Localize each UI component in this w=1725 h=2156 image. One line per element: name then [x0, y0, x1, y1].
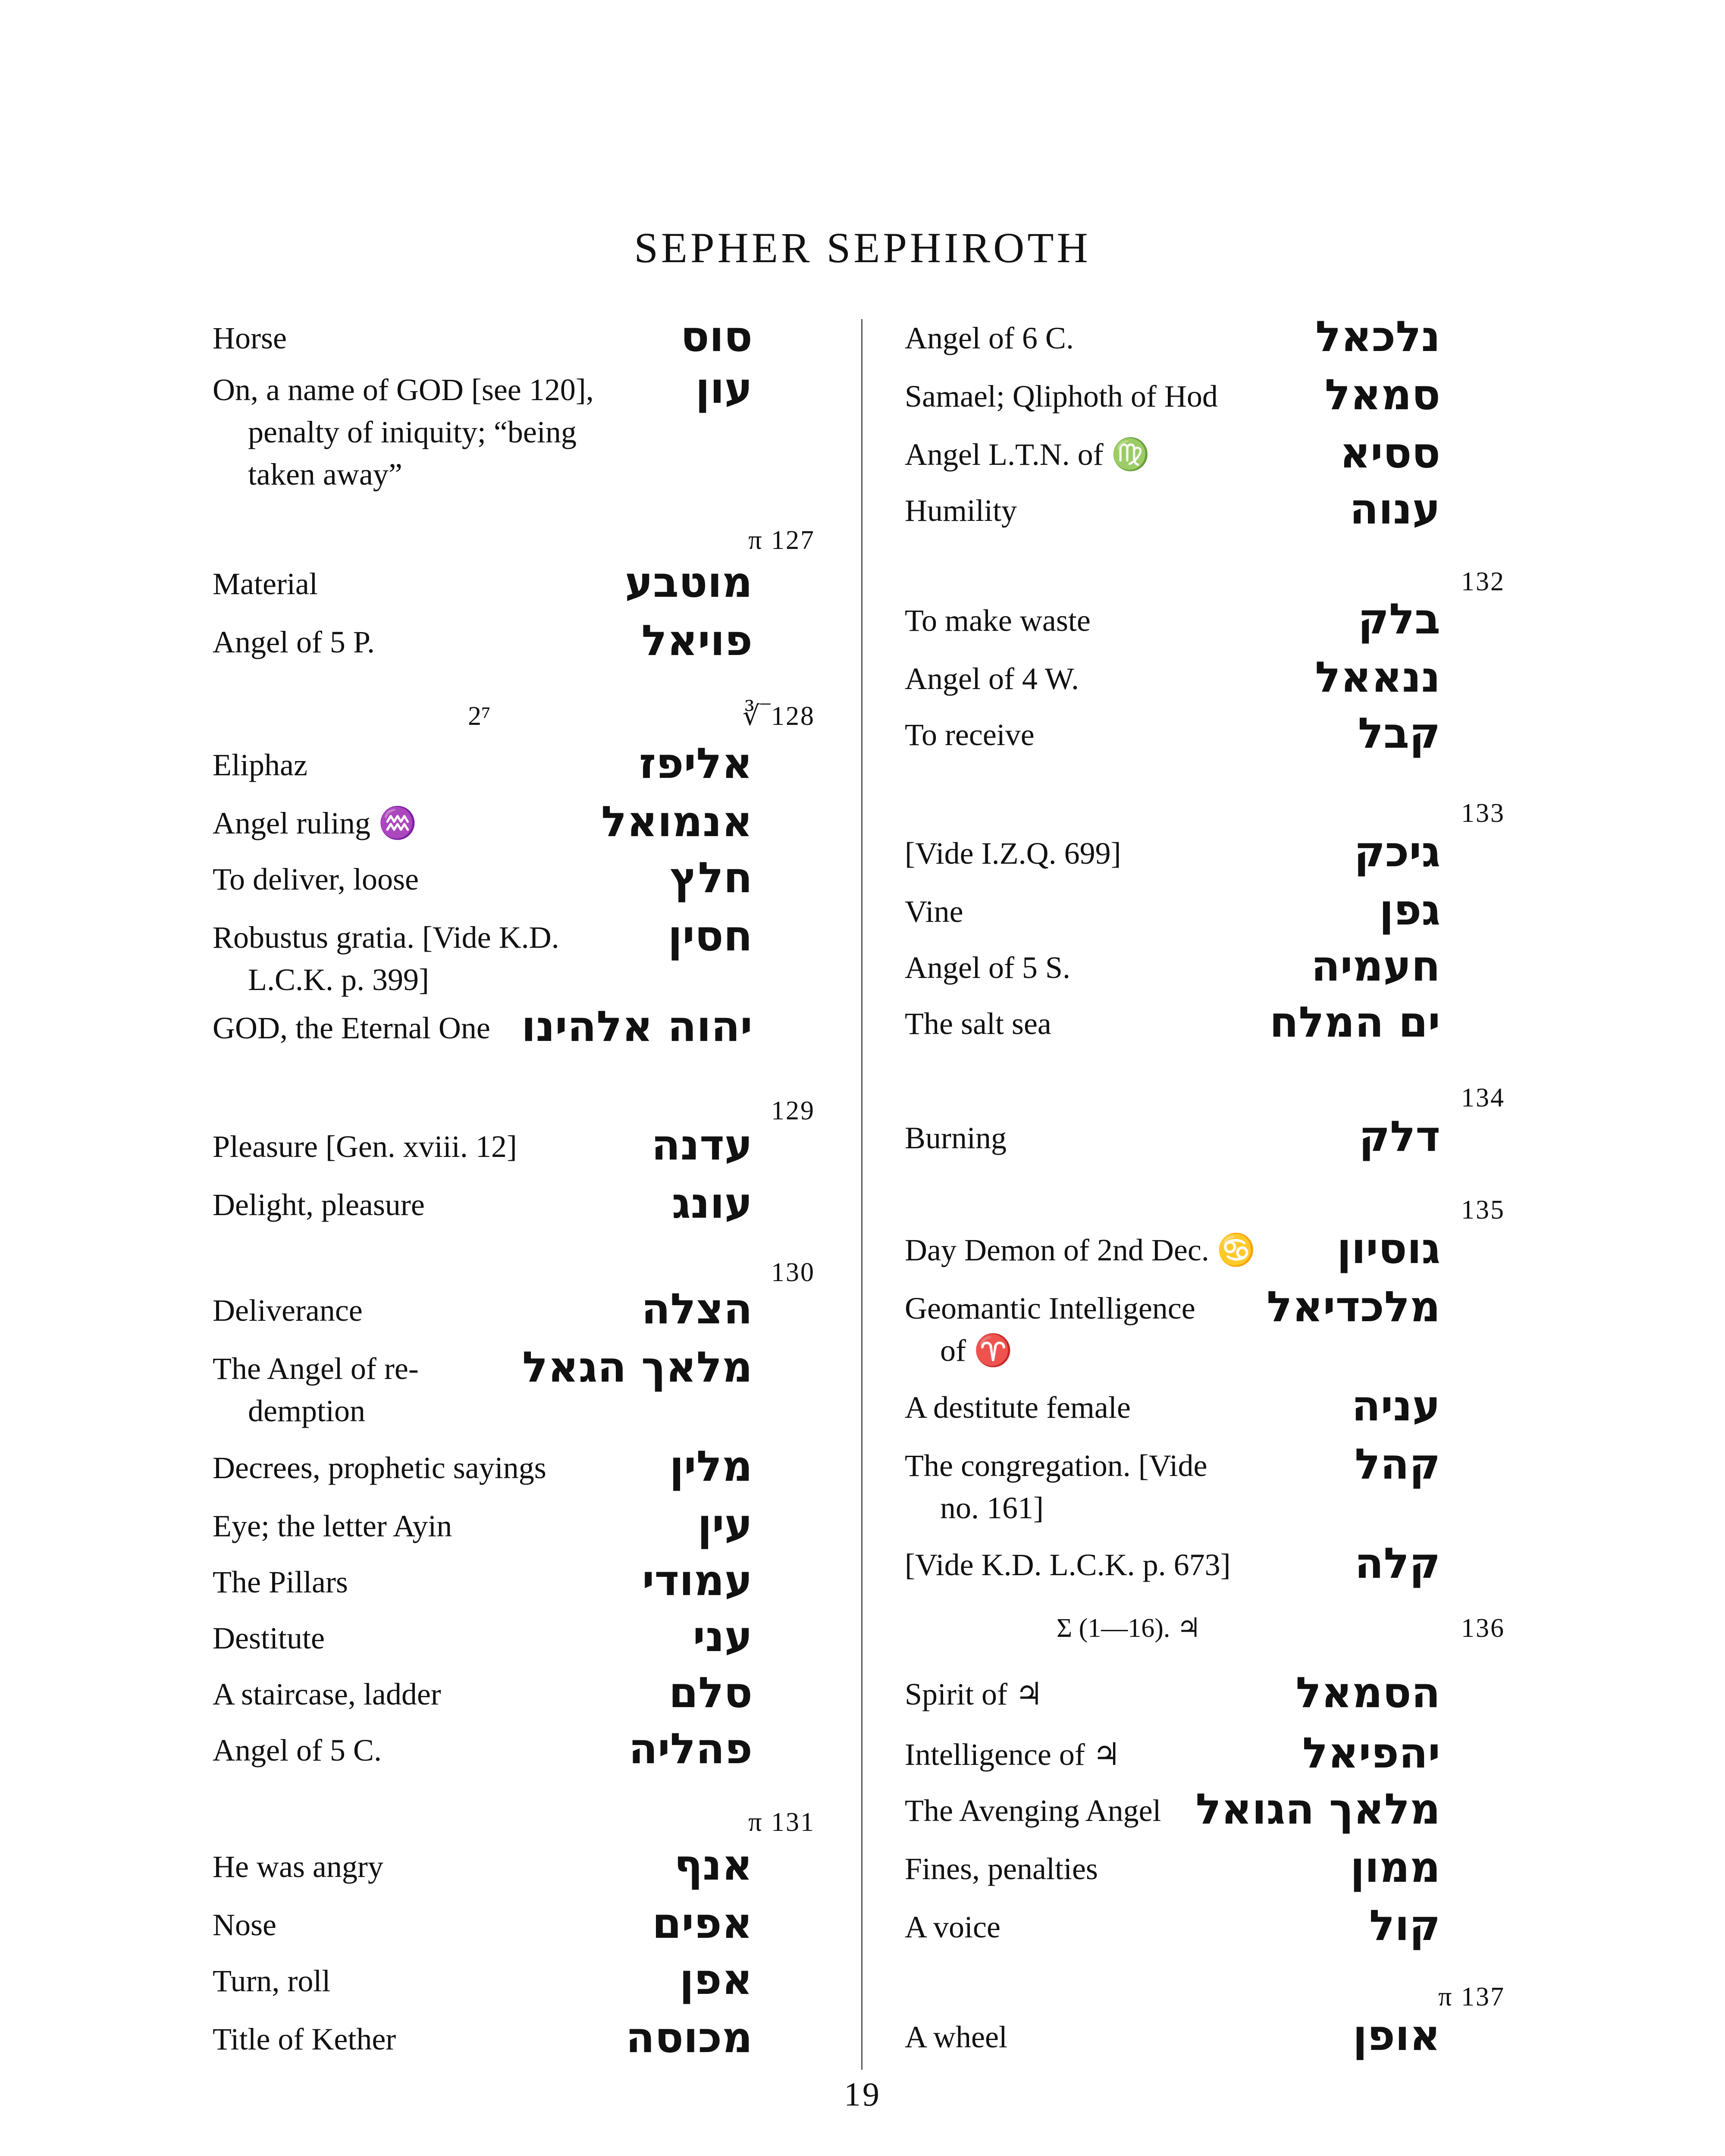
entry-english-line: Delight, pleasure — [213, 1188, 425, 1222]
entry-hebrew: מלכדיאל — [1267, 1282, 1440, 1332]
entry-english — [905, 1673, 1043, 1715]
entry-english — [905, 1906, 1000, 1948]
entry-hebrew: יהוה אלהינו — [521, 1002, 753, 1051]
entry-hebrew: עני — [693, 1612, 753, 1661]
section-number: π 137 — [1438, 1982, 1505, 2012]
section-number: 136 — [1461, 1614, 1505, 1643]
entry-english-line: Burning — [905, 1121, 1007, 1155]
entry-english-line: Fines, penalties — [905, 1852, 1098, 1886]
entry-english-line: Eye; the letter Ayin — [213, 1509, 452, 1543]
entry-english-line: He was angry — [213, 1849, 383, 1884]
entry-english — [905, 1544, 1231, 1586]
entry-english-line: Humility — [905, 493, 1017, 528]
entry-english-line: Angel L.T.N. of ♍ — [905, 437, 1150, 472]
entry-hebrew: עמודי — [642, 1556, 753, 1605]
entry-hebrew: אפים — [652, 1899, 753, 1948]
entry-english-line: taken away” — [248, 457, 402, 492]
entry-english-line: On, a name of GOD [see 120], — [213, 373, 594, 407]
entry-hebrew: חסין — [668, 912, 753, 961]
entry-english-line: [Vide K.D. L.C.K. p. 673] — [905, 1548, 1231, 1582]
entry-hebrew: סוס — [681, 312, 753, 361]
entry-english-line: GOD, the Eternal One — [213, 1011, 490, 1045]
entry-english-line: Title of Kether — [213, 2022, 396, 2056]
entry-english — [905, 1003, 1051, 1045]
entry-english-line: A voice — [905, 1910, 1000, 1944]
entry-hebrew: סמאל — [1324, 370, 1440, 420]
entry-english-line: To make waste — [905, 603, 1091, 638]
entry-hebrew: עדנה — [651, 1121, 753, 1170]
entry-english-line: Intelligence of ♃ — [905, 1737, 1121, 1772]
entry-hebrew: מכוסה — [626, 2013, 753, 2062]
entry-english — [905, 946, 1070, 989]
entry-hebrew: חלץ — [670, 853, 753, 903]
entry-hebrew: פהליה — [628, 1724, 753, 1774]
page-title: SEPHER SEPHIROTH — [634, 224, 1091, 272]
section-number: 134 — [1461, 1083, 1505, 1112]
section-number: 133 — [1461, 799, 1505, 828]
section-marker: Σ (1—16). ♃ — [1057, 1614, 1201, 1643]
entry-english-line: The Avenging Angel — [905, 1793, 1161, 1828]
section-number: 132 — [1461, 567, 1505, 596]
entry-english-line: Horse — [213, 321, 287, 355]
entry-hebrew: מלין — [669, 1442, 753, 1491]
entry-english-line: The congregation. [Vide — [905, 1448, 1208, 1483]
page-number: 19 — [844, 2075, 881, 2113]
entry-english-line: no. 161] — [940, 1491, 1044, 1525]
entry-english-line: Deliverance — [213, 1293, 363, 1328]
entry-english — [905, 1445, 1207, 1529]
entry-hebrew: בלק — [1358, 595, 1440, 644]
entry-english-line: The salt sea — [905, 1006, 1051, 1041]
entry-hebrew: מלאך הגואל — [1195, 1785, 1440, 1834]
entry-english-line: Turn, roll — [213, 1964, 331, 1998]
entry-english — [905, 1229, 1255, 1271]
entry-english-line: Angel of 5 S. — [905, 950, 1070, 985]
entry-hebrew: גפן — [1379, 886, 1440, 935]
entry-english — [905, 890, 963, 933]
entry-hebrew: אפן — [679, 1955, 753, 2004]
entry-hebrew: גיכק — [1354, 827, 1440, 877]
entry-hebrew: עין — [697, 1500, 753, 1549]
entry-english — [905, 599, 1091, 642]
entry-hebrew: ים המלח — [1269, 998, 1440, 1047]
entry-english-line: Angel of 6 C. — [905, 321, 1074, 355]
entry-hebrew: הסמאל — [1295, 1668, 1440, 1717]
entry-english-line: Decrees, prophetic sayings — [213, 1451, 546, 1485]
entry-hebrew: אליפז — [639, 739, 753, 788]
entry-hebrew: מוטבע — [624, 558, 753, 607]
entry-english-line: Angel of 5 C. — [213, 1733, 382, 1767]
entry-english — [905, 2016, 1007, 2058]
entry-english — [905, 433, 1150, 476]
entry-hebrew: פויאל — [641, 616, 753, 665]
entry-english-line: of ♈ — [940, 1333, 1013, 1368]
entry-hebrew: אנף — [674, 1841, 753, 1890]
entry-hebrew: חעמיה — [1311, 942, 1440, 991]
section-number: 135 — [1461, 1195, 1505, 1225]
entry-english — [905, 714, 1035, 756]
entry-english-line: Robustus gratia. [Vide K.D. — [213, 920, 559, 955]
entry-english-line: To deliver, loose — [213, 862, 419, 896]
entry-english — [905, 1789, 1161, 1832]
entry-english-line: A staircase, ladder — [213, 1677, 441, 1711]
entry-english — [905, 1733, 1120, 1776]
entry-english-line: Vine — [905, 894, 963, 929]
entry-hebrew: נלכאל — [1315, 312, 1440, 361]
entry-english-line: To receive — [905, 718, 1035, 752]
entry-hebrew: ננאאל — [1315, 653, 1440, 702]
entry-english-line: The Pillars — [213, 1565, 348, 1599]
entry-english-line: Nose — [213, 1908, 276, 1942]
entry-hebrew: קהל — [1355, 1440, 1440, 1489]
entry-hebrew: אופן — [1352, 2011, 1440, 2060]
entry-english-line: Material — [213, 567, 318, 601]
entry-english — [905, 1117, 1007, 1159]
entry-english-line: A wheel — [905, 2020, 1007, 2054]
entry-hebrew: קלה — [1355, 1539, 1440, 1588]
entry-english-line: Day Demon of 2nd Dec. ♋ — [905, 1233, 1256, 1267]
entry-hebrew: קול — [1369, 1901, 1440, 1950]
entry-english-line: L.C.K. p. 399] — [248, 962, 429, 997]
entry-hebrew: מלאך הגאל — [522, 1343, 753, 1392]
entry-english-line: penalty of iniquity; “being — [248, 415, 577, 449]
entry-english-line: Angel of 5 P. — [213, 625, 375, 659]
entry-english-line: Pleasure [Gen. xviii. 12] — [213, 1129, 517, 1164]
entry-english — [905, 489, 1017, 532]
entry-english — [905, 1386, 1131, 1429]
entry-english — [905, 1287, 1195, 1372]
entry-english — [905, 832, 1121, 874]
entry-english — [905, 317, 1074, 359]
entry-english-line: The Angel of re- — [213, 1351, 419, 1386]
entry-hebrew: עניה — [1352, 1382, 1440, 1431]
entry-hebrew: ממון — [1350, 1843, 1440, 1892]
section-number: π 127 — [748, 526, 815, 555]
section-marker: 2⁷ — [468, 702, 491, 731]
entry-hebrew: ענוה — [1349, 485, 1440, 534]
section-number: π 131 — [748, 1808, 815, 1837]
entry-english-line: Eliphaz — [213, 748, 307, 782]
entry-english-line: Samael; Qliphoth of Hod — [905, 379, 1218, 414]
entry-english-line: A destitute female — [905, 1390, 1131, 1425]
entry-hebrew: יהפיאל — [1302, 1729, 1440, 1778]
entry-english-line: demption — [248, 1394, 365, 1428]
entry-english-line: Angel ruling ♒ — [213, 806, 417, 840]
entry-hebrew: קבל — [1358, 709, 1440, 758]
entry-hebrew: גוסיון — [1336, 1224, 1440, 1273]
entry-english-line: Destitute — [213, 1621, 325, 1655]
entry-hebrew: דלק — [1358, 1112, 1440, 1161]
entry-english-line: [Vide I.Z.Q. 699] — [905, 836, 1121, 871]
entry-english-line: Spirit of ♃ — [905, 1677, 1043, 1711]
entry-english — [905, 1848, 1098, 1890]
entry-english — [905, 658, 1079, 700]
entry-hebrew: עון — [695, 364, 753, 413]
entry-hebrew: ססיא — [1339, 429, 1440, 478]
section-number: 129 — [771, 1096, 815, 1125]
entry-english-line: Geomantic Intelligence — [905, 1291, 1195, 1326]
entry-english-line: Angel of 4 W. — [905, 661, 1079, 696]
section-number: 130 — [771, 1258, 815, 1287]
section-number: ∛‾128 — [742, 702, 815, 731]
entry-hebrew: סלם — [668, 1668, 753, 1717]
entry-hebrew: אנמואל — [601, 797, 753, 846]
entry-hebrew: הצלה — [641, 1285, 753, 1334]
entry-english — [905, 375, 1218, 417]
entry-hebrew: עונג — [671, 1179, 753, 1228]
